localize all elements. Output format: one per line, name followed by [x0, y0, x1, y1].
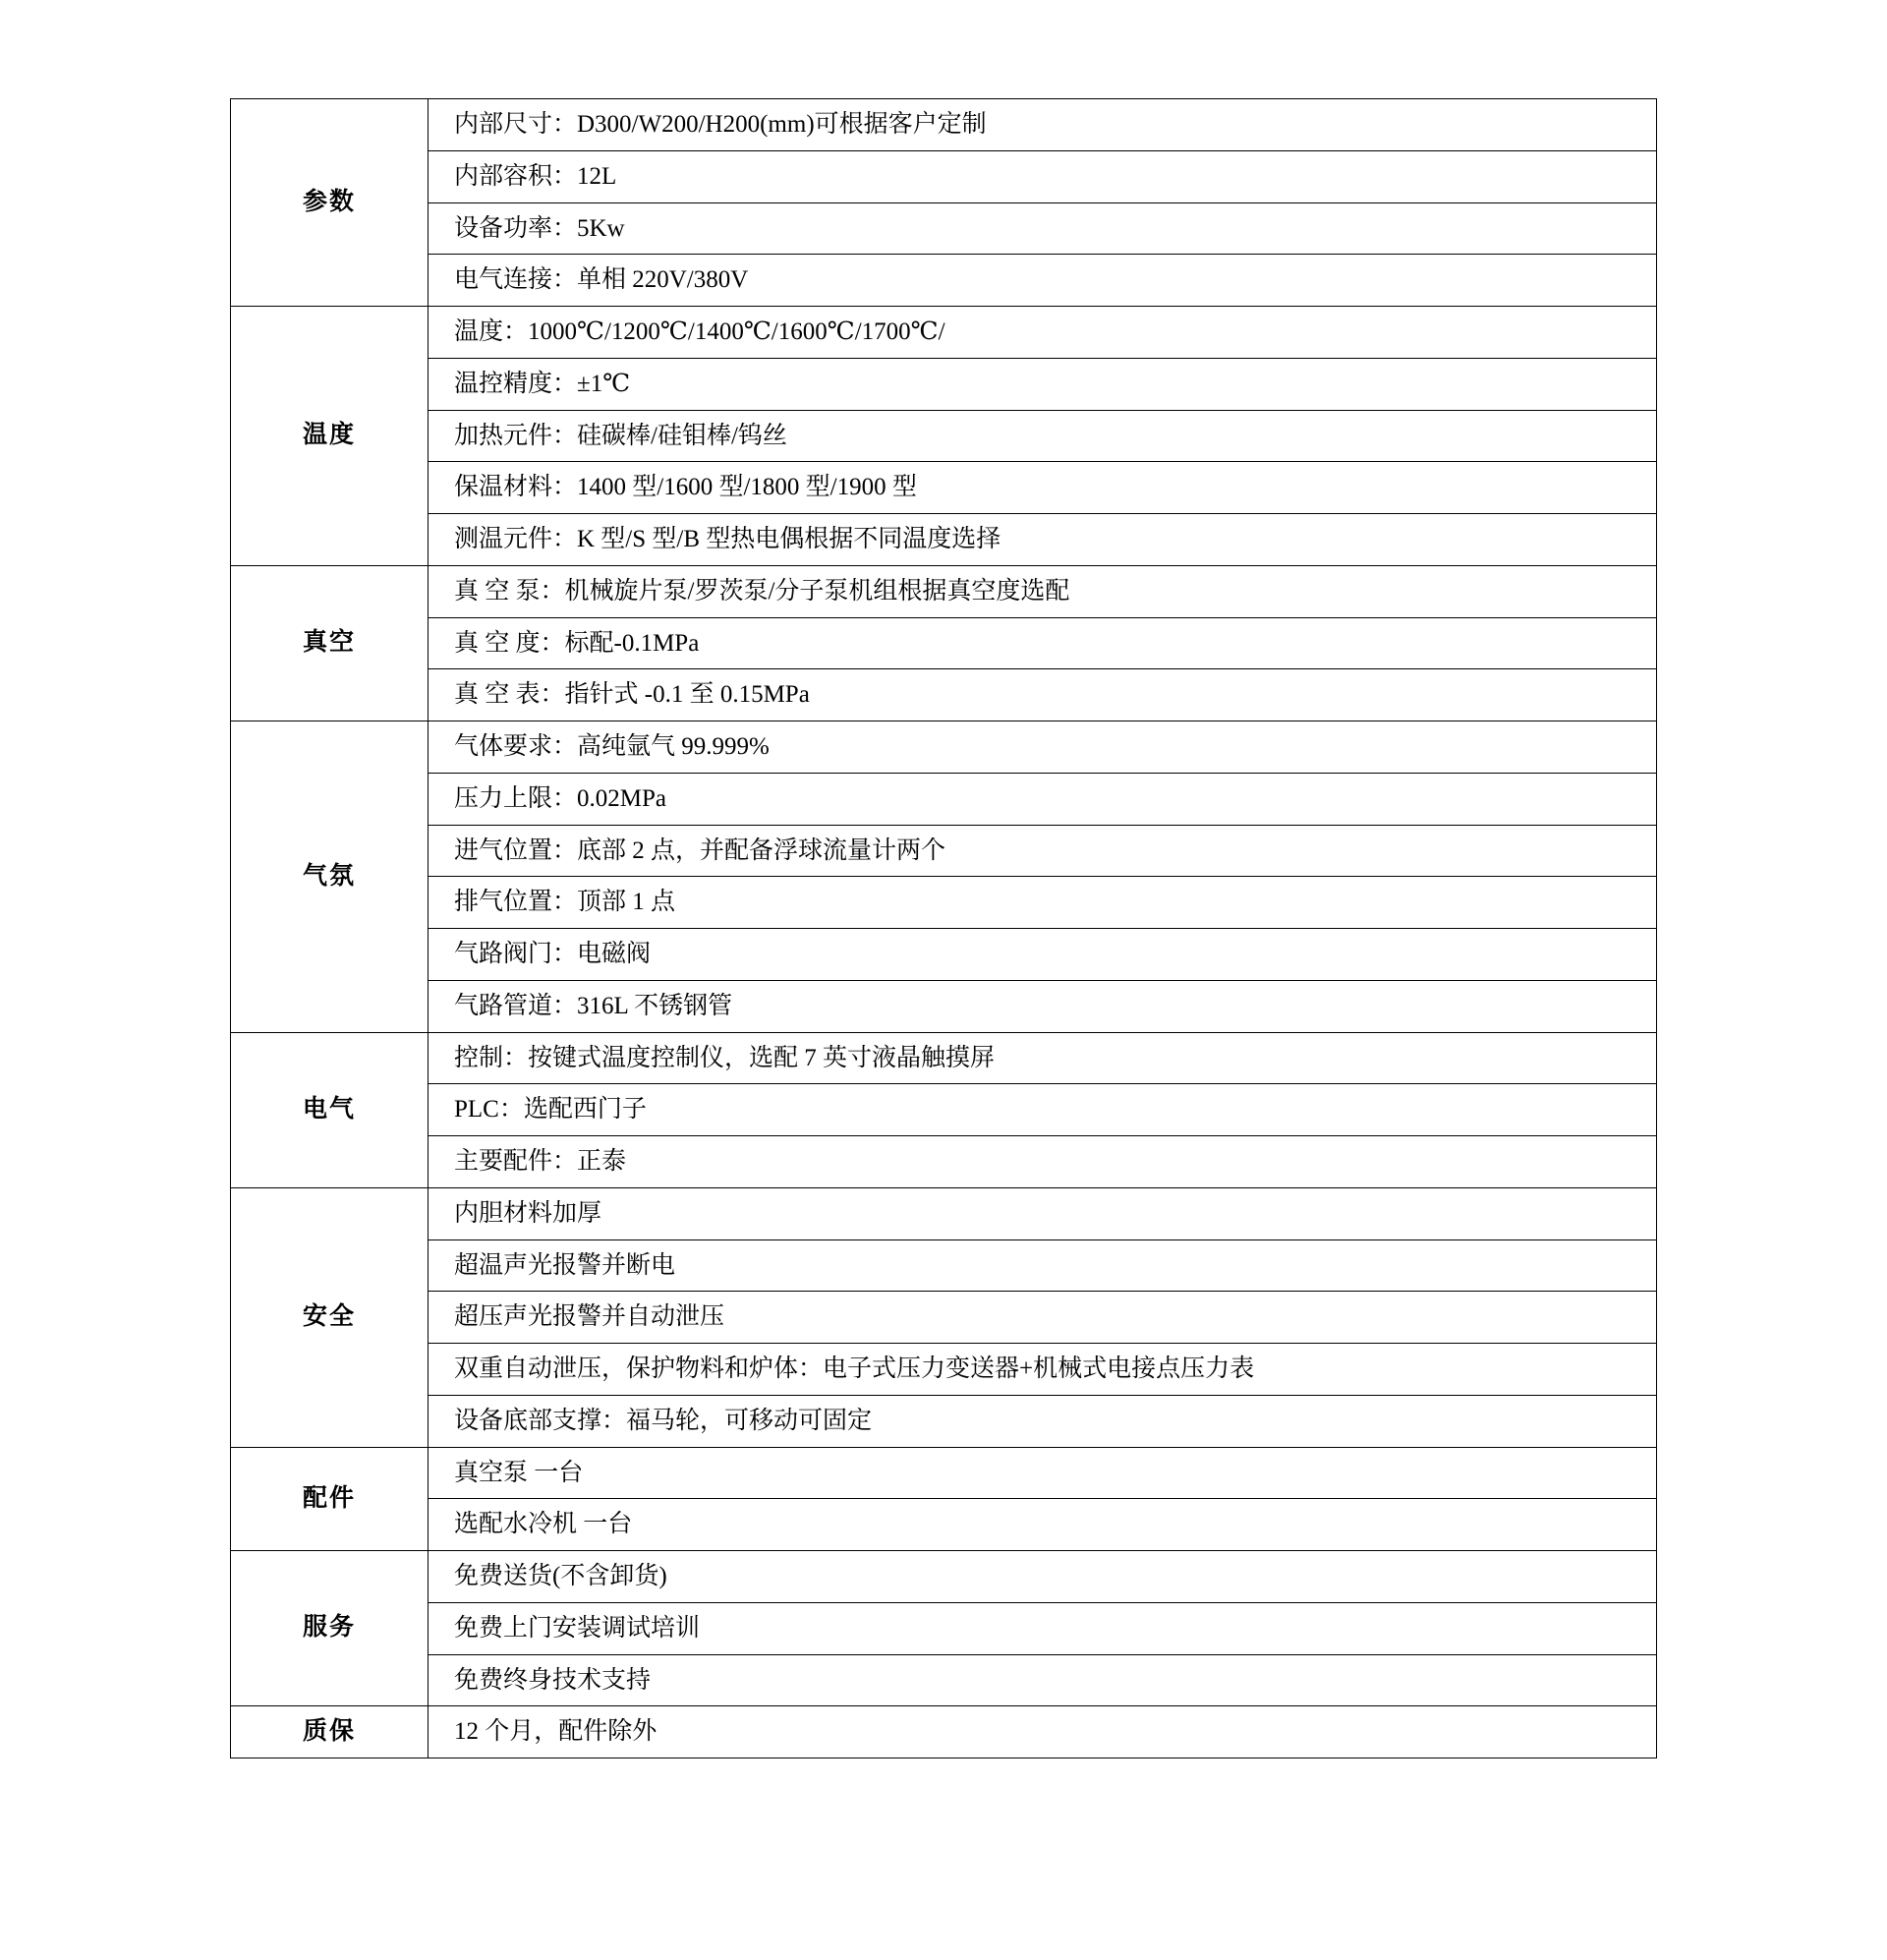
table-row: [231, 202, 1657, 255]
spec-cell: 压力上限：0.02MPa: [429, 773, 1657, 825]
spec-cell: 免费终身技术支持: [429, 1654, 1657, 1706]
spec-cell: 电气连接：单相 220V/380V: [429, 255, 1657, 307]
spec-cell: 真 空 度：标配-0.1MPa: [429, 617, 1657, 669]
spec-cell: 选配水冷机 一台: [429, 1499, 1657, 1551]
table-row: [231, 825, 1657, 877]
table-row: [231, 1551, 1657, 1603]
table-row: [231, 929, 1657, 981]
spec-cell: 主要配件：正泰: [429, 1136, 1657, 1188]
spec-cell: 真空泵 一台: [429, 1447, 1657, 1499]
specification-table: [230, 98, 1657, 1758]
spec-cell: 气体要求：高纯氩气 99.999%: [429, 721, 1657, 774]
spec-cell: 真 空 表：指针式 -0.1 至 0.15MPa: [429, 669, 1657, 721]
table-row: [231, 1602, 1657, 1654]
spec-cell: 免费上门安装调试培训: [429, 1602, 1657, 1654]
spec-cell: 气路管道：316L 不锈钢管: [429, 980, 1657, 1032]
table-row: [231, 1292, 1657, 1344]
table-row: [231, 99, 1657, 151]
table-row: [231, 1395, 1657, 1447]
spec-cell: 双重自动泄压，保护物料和炉体：电子式压力变送器+机械式电接点压力表: [429, 1344, 1657, 1396]
spec-cell: 温度：1000℃/1200℃/1400℃/1600℃/1700℃/: [429, 307, 1657, 359]
spec-cell: 超压声光报警并自动泄压: [429, 1292, 1657, 1344]
table-row: [231, 1447, 1657, 1499]
spec-cell: 超温声光报警并断电: [429, 1239, 1657, 1292]
table-row: [231, 514, 1657, 566]
spec-cell: 内胆材料加厚: [429, 1187, 1657, 1239]
table-row: [231, 1032, 1657, 1084]
spec-cell: 设备底部支撑：福马轮，可移动可固定: [429, 1395, 1657, 1447]
table-row: [231, 1084, 1657, 1136]
table-row: [231, 877, 1657, 929]
table-row: [231, 1654, 1657, 1706]
table-row: [231, 1706, 1657, 1758]
table-row: [231, 773, 1657, 825]
spec-cell: 控制：按键式温度控制仪，选配 7 英寸液晶触摸屏: [429, 1032, 1657, 1084]
table-row: [231, 721, 1657, 774]
table-row: [231, 1239, 1657, 1292]
table-row: [231, 150, 1657, 202]
spec-cell: 保温材料：1400 型/1600 型/1800 型/1900 型: [429, 462, 1657, 514]
table-row: [231, 255, 1657, 307]
category-cell: 质保: [231, 1706, 429, 1758]
table-row: [231, 307, 1657, 359]
spec-cell: PLC：选配西门子: [429, 1084, 1657, 1136]
table-row: [231, 565, 1657, 617]
table-row: [231, 1499, 1657, 1551]
category-cell: 温度: [231, 307, 429, 566]
table-row: [231, 617, 1657, 669]
spec-cell: 气路阀门：电磁阀: [429, 929, 1657, 981]
category-cell: 真空: [231, 565, 429, 721]
category-cell: 参数: [231, 99, 429, 307]
table-row: [231, 1344, 1657, 1396]
category-cell: 电气: [231, 1032, 429, 1187]
spec-cell: 设备功率：5Kw: [429, 202, 1657, 255]
specification-table-body: [231, 99, 1657, 1758]
spec-cell: 真 空 泵：机械旋片泵/罗茨泵/分子泵机组根据真空度选配: [429, 565, 1657, 617]
table-row: [231, 1136, 1657, 1188]
category-cell: 配件: [231, 1447, 429, 1551]
table-row: [231, 669, 1657, 721]
category-cell: 气氛: [231, 721, 429, 1033]
spec-cell: 排气位置：顶部 1 点: [429, 877, 1657, 929]
spec-cell: 12 个月，配件除外: [429, 1706, 1657, 1758]
spec-cell: 加热元件：硅碳棒/硅钼棒/钨丝: [429, 410, 1657, 462]
spec-cell: 内部尺寸：D300/W200/H200(mm)可根据客户定制: [429, 99, 1657, 151]
spec-cell: 进气位置：底部 2 点，并配备浮球流量计两个: [429, 825, 1657, 877]
table-row: [231, 980, 1657, 1032]
table-row: [231, 462, 1657, 514]
category-cell: 安全: [231, 1187, 429, 1447]
table-row: [231, 358, 1657, 410]
spec-cell: 内部容积：12L: [429, 150, 1657, 202]
spec-cell: 温控精度：±1℃: [429, 358, 1657, 410]
table-row: [231, 410, 1657, 462]
spec-cell: 测温元件：K 型/S 型/B 型热电偶根据不同温度选择: [429, 514, 1657, 566]
table-row: [231, 1187, 1657, 1239]
spec-cell: 免费送货(不含卸货): [429, 1551, 1657, 1603]
category-cell: 服务: [231, 1551, 429, 1706]
